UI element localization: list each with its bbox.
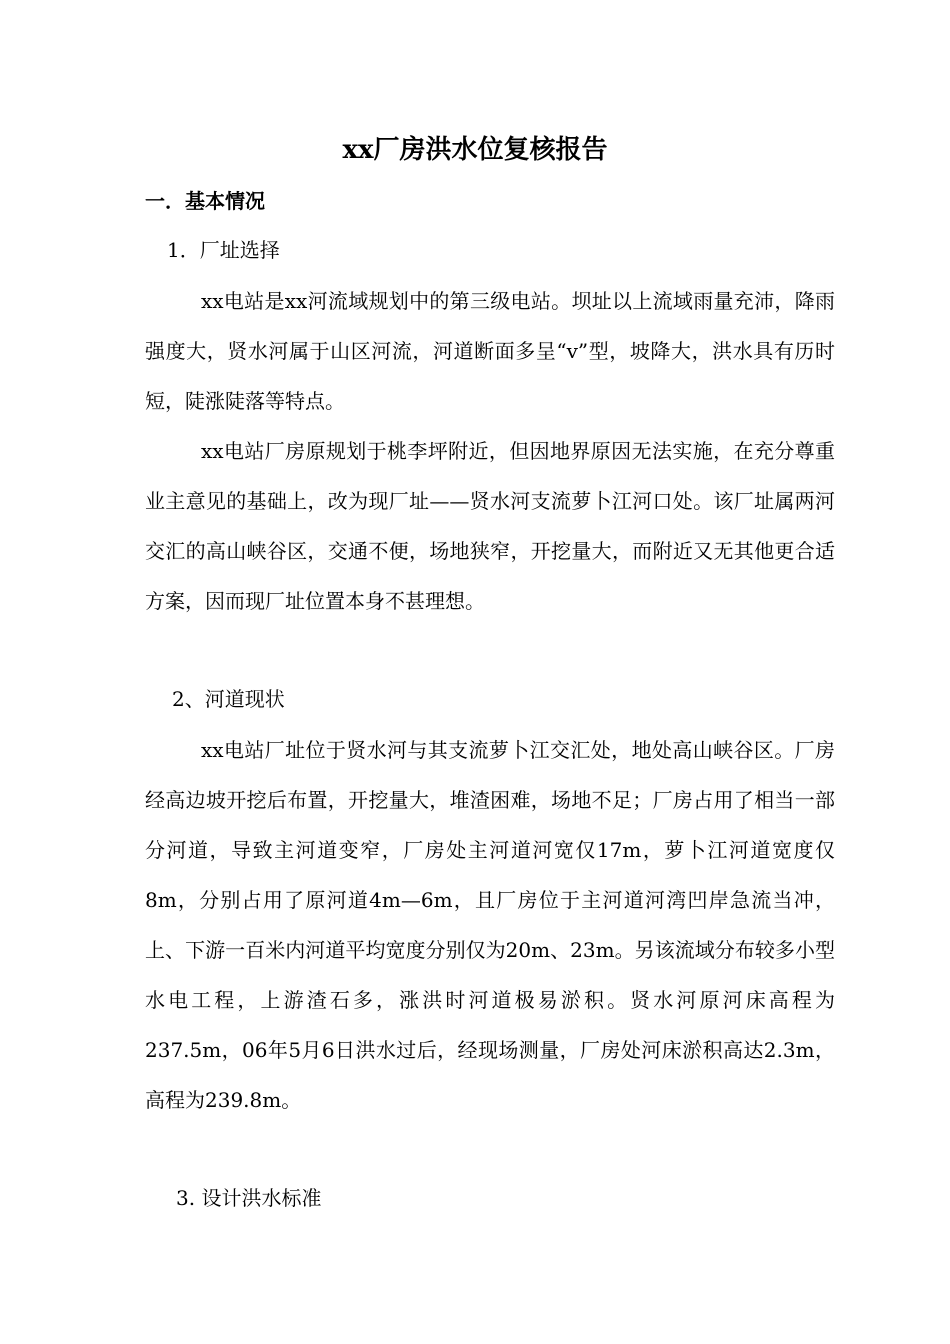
sub-heading-river-status: 2、河道现状 [172, 687, 285, 711]
paragraph-site-selection-1: xx电站是xx河流域规划中的第三级电站。坝址以上流域雨量充沛，降雨强度大，贤水河属于山区河流，河道断面多呈“v”型，坡降大，洪水具有历时短，陡涨陡落等特点。 [145, 289, 835, 413]
sub-heading-site-selection: 1．厂址选择 [167, 238, 280, 262]
sub-heading-flood-standard: 3. 设计洪水标准 [176, 1186, 322, 1210]
paragraph-site-selection-2: xx电站厂房原规划于桃李坪附近，但因地界原因无法实施，在充分尊重业主意见的基础上，改为现厂址——贤水河支流萝卜江河口处。该厂址属两河交汇的高山峡谷区，交通不便，场地狭窄，开挖量大，而附近又无其他更合适方案，因而现厂址位置本身不甚理想。 [145, 439, 835, 613]
paragraph-river-status: xx电站厂址位于贤水河与其支流萝卜江交汇处，地处高山峡谷区。厂房经高边坡开挖后布置，开挖量大，堆渣困难，场地不足；厂房占用了相当一部分河道，导致主河道变窄，厂房处主河道河宽仅17m，萝卜江河道宽度仅8m，分别占用了原河道4m—6m，且厂房位于主河道河湾凹岸急流当冲，上、下游一百米内河道平均宽度分别仅为20m、23m。另该流域分布较多小型水电工程，上游渣石多，涨洪时河道极易淤积。贤水河原河床高程为237.5m，06年5月6日洪水过后，经现场测量，厂房处河床淤积高达2.3m，高程为239.8m。 [145, 738, 835, 1112]
document-title: xx厂房洪水位复核报告 [342, 135, 608, 165]
section-heading-basic-info: 一．基本情况 [145, 189, 265, 213]
